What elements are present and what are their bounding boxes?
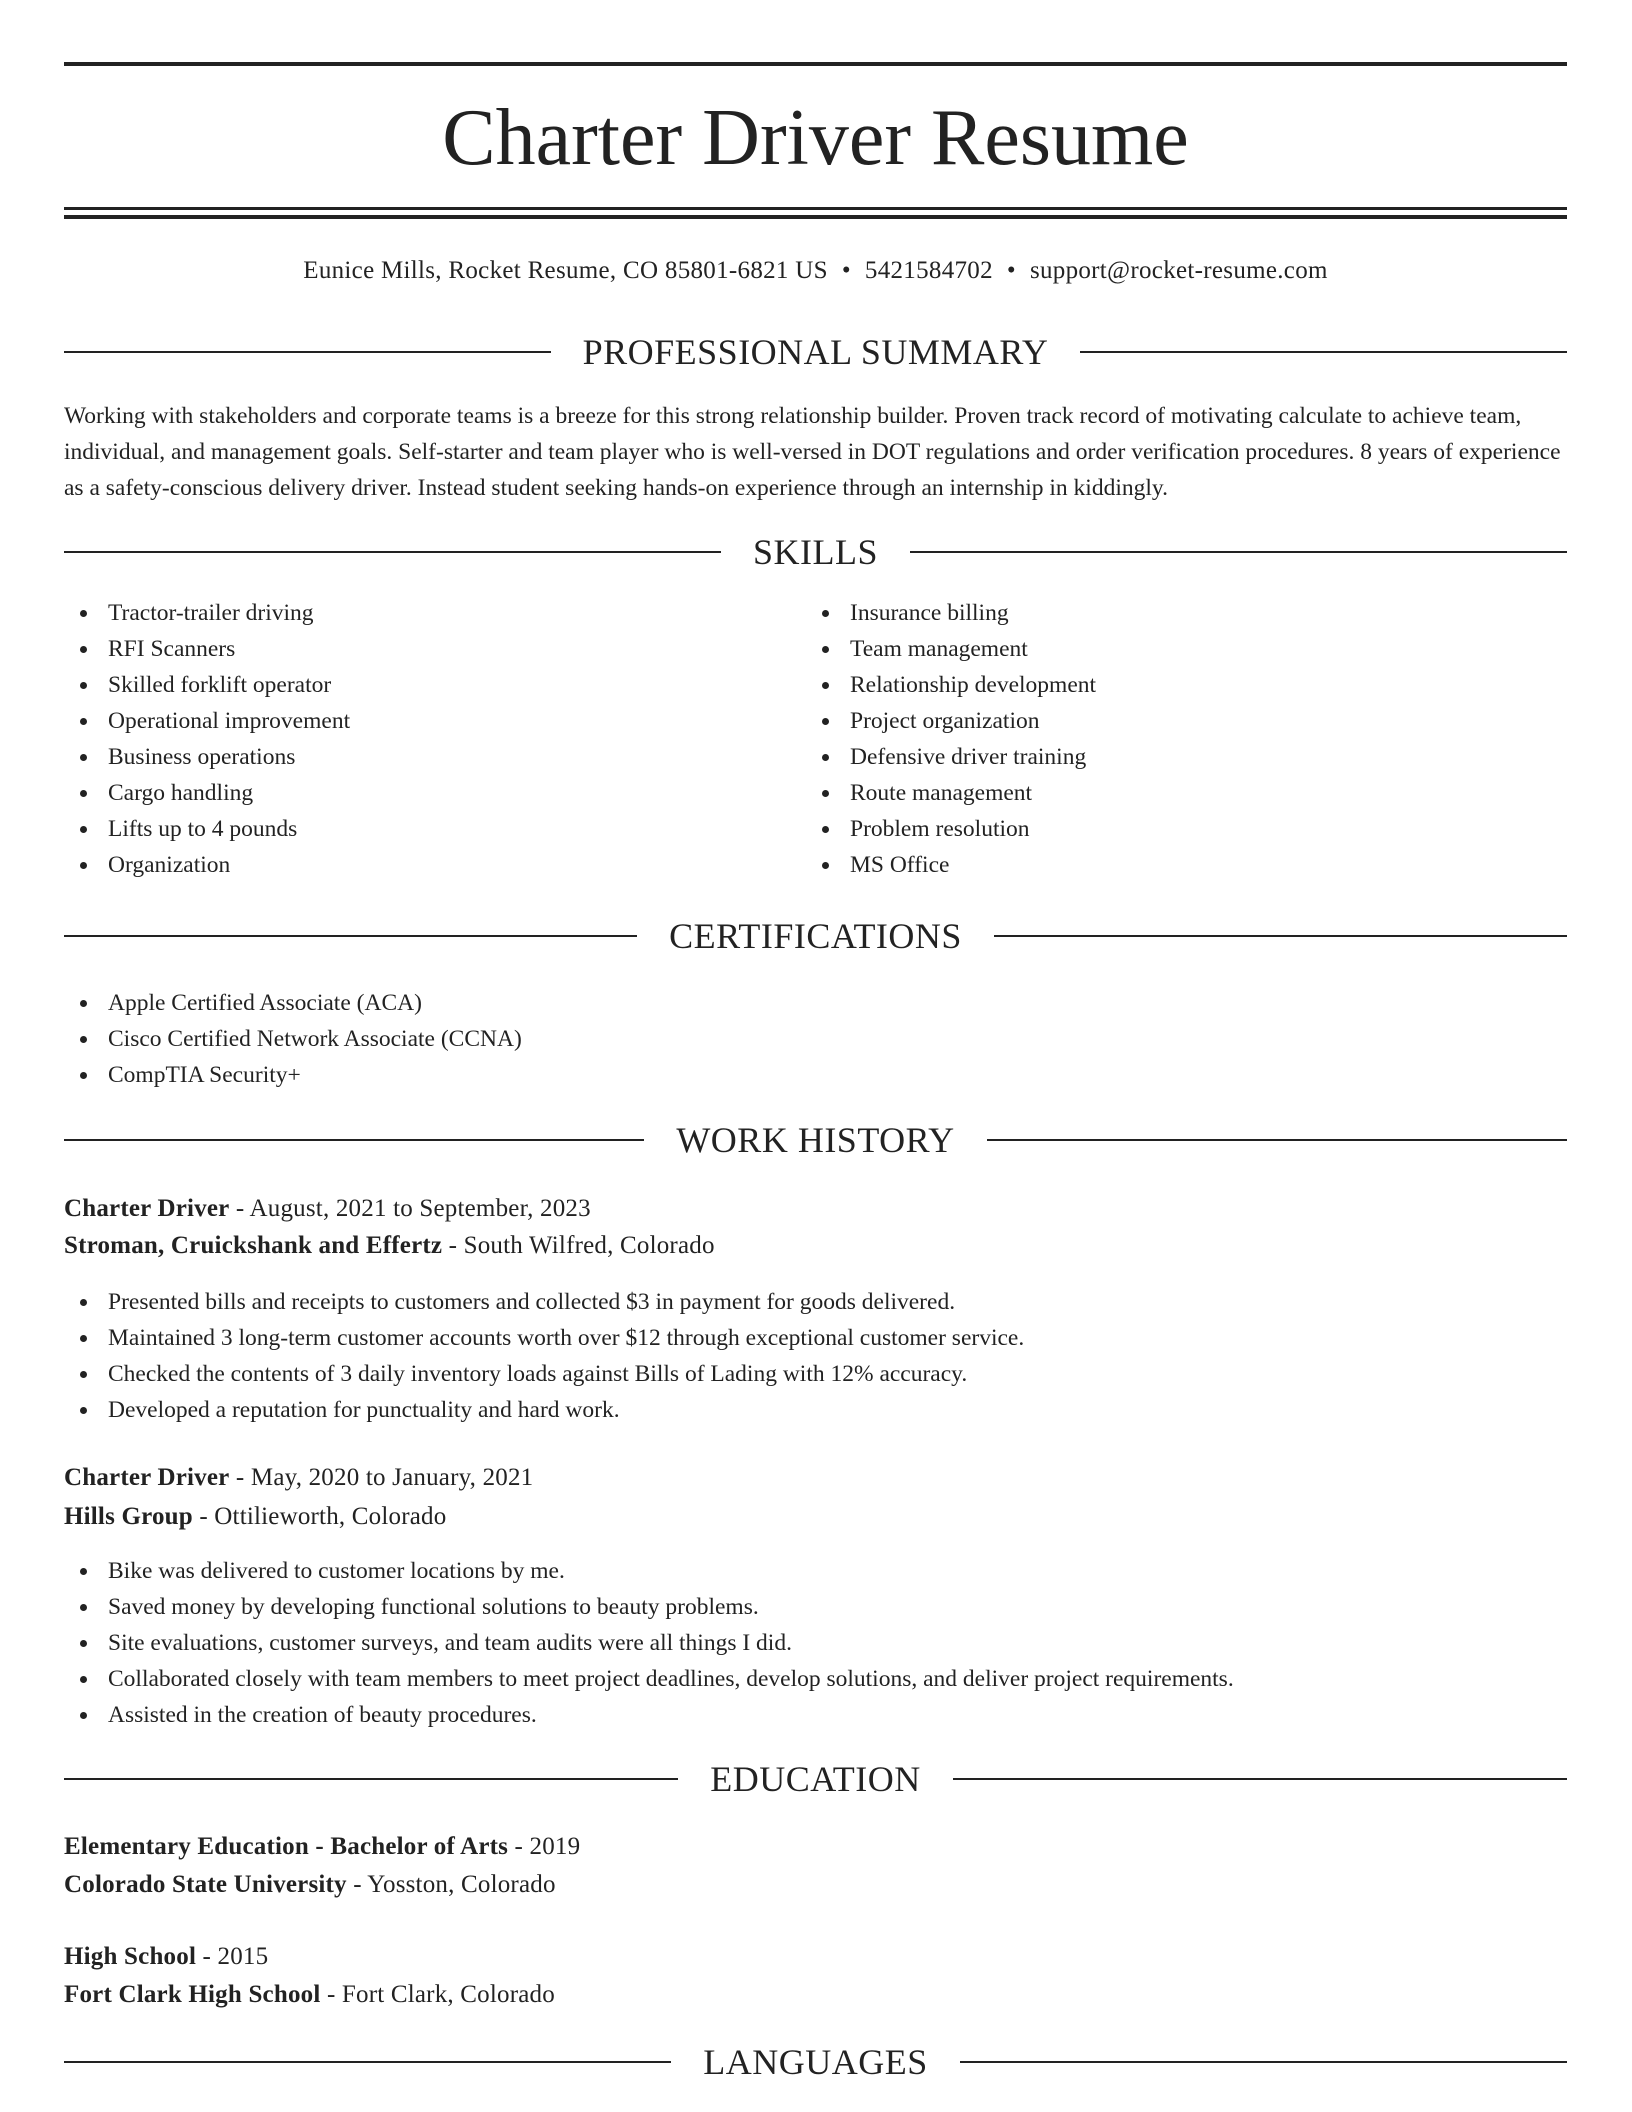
education-degree-line bbox=[64, 1938, 268, 1976]
section-title: PROFESSIONAL SUMMARY bbox=[582, 332, 1049, 372]
job-bullet: Bike was delivered to customer locations by me. bbox=[64, 1553, 1234, 1589]
contact-separator: • bbox=[1006, 257, 1016, 284]
job-title: Charter Driver bbox=[64, 1464, 230, 1491]
title-rule-upper bbox=[64, 207, 1567, 210]
job-dates: - May, 2020 to January, 2021 bbox=[229, 1464, 534, 1491]
skills-list-right bbox=[806, 595, 1096, 883]
section-title: SKILLS bbox=[753, 532, 879, 572]
contact-email: support@rocket-resume.com bbox=[1029, 257, 1328, 284]
summary-text: Working with stakeholders and corporate teams is a breeze for this strong relationship builder. Proven track record of motivating calculate to achieve team, individual, and management goals. Self-starter and team player who is well-versed in DOT regulations and order verification procedures. 8 years of experience as a safety-conscious delivery driver. Instead student seeking hands-on experience through an internship in kiddingly. bbox=[64, 403, 1561, 501]
job-bullet: Collaborated closely with team members to meet project deadlines, develop solutions, and deliver project requirements. bbox=[64, 1661, 1234, 1697]
section-heading-education bbox=[64, 1757, 1567, 1801]
heading-rule bbox=[994, 935, 1567, 937]
skills-list-left bbox=[64, 595, 350, 883]
certification-item: Apple Certified Associate (ACA) bbox=[64, 985, 522, 1021]
heading-rule bbox=[64, 1139, 644, 1141]
contact-address: Eunice Mills, Rocket Resume, CO 85801-6821 US bbox=[303, 257, 828, 284]
job-bullet: Saved money by developing functional solutions to beauty problems. bbox=[64, 1589, 1234, 1625]
section-heading-certifications bbox=[64, 914, 1567, 958]
contact-line bbox=[64, 253, 1567, 289]
job-bullets bbox=[64, 1553, 1234, 1733]
education-school: Colorado State University bbox=[64, 1871, 347, 1898]
skill-item: Relationship development bbox=[806, 667, 1096, 703]
job-company: Hills Group bbox=[64, 1503, 193, 1530]
education-school-line bbox=[64, 1976, 555, 2014]
heading-rule bbox=[910, 551, 1567, 553]
job-company: Stroman, Cruickshank and Effertz bbox=[64, 1232, 443, 1259]
job-bullet: Presented bills and receipts to customers and collected $3 in payment for goods delivered. bbox=[64, 1284, 1024, 1320]
education-degree: High School bbox=[64, 1943, 197, 1970]
section-title: EDUCATION bbox=[710, 1759, 921, 1799]
skill-item: Problem resolution bbox=[806, 811, 1096, 847]
job-bullets bbox=[64, 1284, 1024, 1428]
section-title: WORK HISTORY bbox=[676, 1120, 955, 1160]
heading-rule bbox=[64, 935, 637, 937]
certification-item: CompTIA Security+ bbox=[64, 1057, 522, 1093]
education-degree: Elementary Education - Bachelor of Arts bbox=[64, 1833, 509, 1860]
skill-item: Team management bbox=[806, 631, 1096, 667]
skill-item: Project organization bbox=[806, 703, 1096, 739]
job-bullet: Assisted in the creation of beauty procedures. bbox=[64, 1697, 1234, 1733]
skill-item: Defensive driver training bbox=[806, 739, 1096, 775]
job-location: - Ottilieworth, Colorado bbox=[192, 1503, 447, 1530]
top-rule bbox=[64, 62, 1567, 66]
heading-rule bbox=[1080, 351, 1567, 353]
job-company-line bbox=[64, 1227, 715, 1265]
education-location: - Fort Clark, Colorado bbox=[320, 1981, 555, 2008]
certifications-list bbox=[64, 985, 522, 1093]
job-location: - South Wilfred, Colorado bbox=[442, 1232, 715, 1259]
skill-item: Skilled forklift operator bbox=[64, 667, 350, 703]
education-school: Fort Clark High School bbox=[64, 1981, 321, 2008]
title-rule-lower bbox=[64, 215, 1567, 219]
certification-item: Cisco Certified Network Associate (CCNA) bbox=[64, 1021, 522, 1057]
job-company-line bbox=[64, 1498, 446, 1536]
section-heading-summary bbox=[64, 330, 1567, 374]
education-year: - 2015 bbox=[196, 1943, 269, 1970]
job-title: Charter Driver bbox=[64, 1195, 230, 1222]
education-school-line bbox=[64, 1866, 556, 1904]
education-location: - Yosston, Colorado bbox=[346, 1871, 556, 1898]
heading-rule bbox=[64, 2061, 671, 2063]
section-title: LANGUAGES bbox=[703, 2042, 928, 2082]
heading-rule bbox=[987, 1139, 1567, 1141]
skill-item: MS Office bbox=[806, 847, 1096, 883]
skill-item: Tractor-trailer driving bbox=[64, 595, 350, 631]
heading-rule bbox=[64, 351, 551, 353]
skill-item: Insurance billing bbox=[806, 595, 1096, 631]
skill-item: Operational improvement bbox=[64, 703, 350, 739]
job-dates: - August, 2021 to September, 2023 bbox=[229, 1195, 591, 1222]
heading-rule bbox=[64, 551, 721, 553]
job-bullet: Checked the contents of 3 daily inventory loads against Bills of Lading with 12% accuracy. bbox=[64, 1356, 1024, 1392]
skill-item: Business operations bbox=[64, 739, 350, 775]
section-title: CERTIFICATIONS bbox=[669, 916, 962, 956]
skill-item: Organization bbox=[64, 847, 350, 883]
job-bullet: Site evaluations, customer surveys, and team audits were all things I did. bbox=[64, 1625, 1234, 1661]
skill-item: Route management bbox=[806, 775, 1096, 811]
resume-title: Charter Driver Resume bbox=[442, 94, 1189, 182]
section-heading-languages bbox=[64, 2040, 1567, 2084]
section-heading-work bbox=[64, 1118, 1567, 1162]
contact-separator: • bbox=[841, 257, 851, 284]
skill-item: Lifts up to 4 pounds bbox=[64, 811, 350, 847]
skill-item: RFI Scanners bbox=[64, 631, 350, 667]
heading-rule bbox=[953, 1778, 1567, 1780]
education-degree-line bbox=[64, 1828, 580, 1866]
job-bullet: Developed a reputation for punctuality and hard work. bbox=[64, 1392, 1024, 1428]
heading-rule bbox=[960, 2061, 1567, 2063]
education-year: - 2019 bbox=[508, 1833, 581, 1860]
section-heading-skills bbox=[64, 530, 1567, 574]
heading-rule bbox=[64, 1778, 678, 1780]
skill-item: Cargo handling bbox=[64, 775, 350, 811]
contact-phone: 5421584702 bbox=[864, 257, 993, 284]
job-title-line bbox=[64, 1190, 591, 1228]
job-title-line bbox=[64, 1459, 533, 1497]
job-bullet: Maintained 3 long-term customer accounts worth over $12 through exceptional customer service. bbox=[64, 1320, 1024, 1356]
